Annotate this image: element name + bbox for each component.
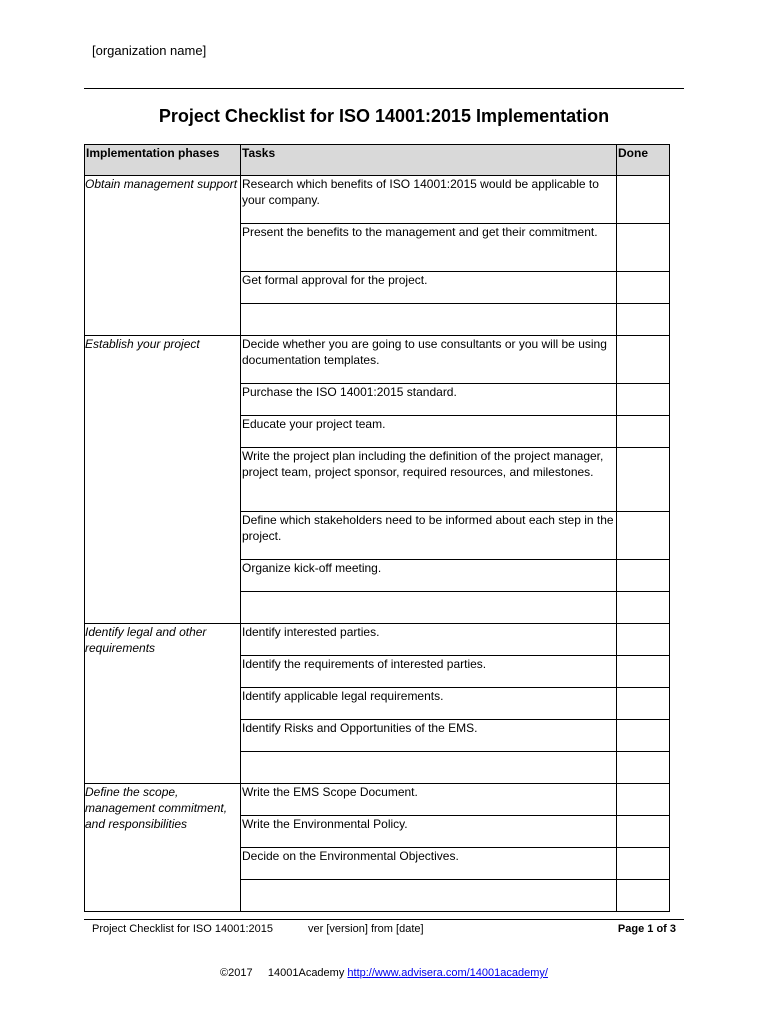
- footer-doc-title: Project Checklist for ISO 14001:2015: [92, 923, 273, 935]
- footer-version: ver [version] from [date]: [308, 923, 424, 935]
- done-checkbox-cell[interactable]: [617, 784, 670, 816]
- done-checkbox-cell[interactable]: [617, 304, 670, 336]
- phase-cell: Establish your project: [85, 336, 241, 624]
- done-checkbox-cell[interactable]: [617, 816, 670, 848]
- task-cell: [241, 752, 617, 784]
- task-cell: Educate your project team.: [241, 416, 617, 448]
- task-cell: Identify the requirements of interested parties.: [241, 656, 617, 688]
- organization-name: [organization name]: [92, 43, 207, 58]
- task-cell: Decide whether you are going to use consultants or you will be using documentation templates.: [241, 336, 617, 384]
- table-row: [85, 784, 670, 816]
- header-tasks: Tasks: [241, 145, 617, 176]
- copyright-line: [0, 967, 768, 979]
- footer-divider: [84, 919, 684, 920]
- task-cell: Get formal approval for the project.: [241, 272, 617, 304]
- header-done: Done: [617, 145, 670, 176]
- done-checkbox-cell[interactable]: [617, 688, 670, 720]
- task-cell: Research which benefits of ISO 14001:2015 would be applicable to your company.: [241, 176, 617, 224]
- done-checkbox-cell[interactable]: [617, 272, 670, 304]
- footer-page-number: Page 1 of 3: [617, 923, 676, 935]
- task-cell: [241, 304, 617, 336]
- task-cell: Present the benefits to the management and get their commitment.: [241, 224, 617, 272]
- table-row: [85, 176, 670, 224]
- done-checkbox-cell[interactable]: [617, 624, 670, 656]
- task-cell: Organize kick-off meeting.: [241, 560, 617, 592]
- done-checkbox-cell[interactable]: [617, 176, 670, 224]
- task-cell: Write the EMS Scope Document.: [241, 784, 617, 816]
- done-checkbox-cell[interactable]: [617, 752, 670, 784]
- task-cell: Identify applicable legal requirements.: [241, 688, 617, 720]
- done-checkbox-cell[interactable]: [617, 560, 670, 592]
- copyright-year: ©2017: [220, 967, 253, 979]
- task-cell: Decide on the Environmental Objectives.: [241, 848, 617, 880]
- done-checkbox-cell[interactable]: [617, 880, 670, 912]
- task-cell: [241, 592, 617, 624]
- phase-cell: Identify legal and other requirements: [85, 624, 241, 784]
- done-checkbox-cell[interactable]: [617, 848, 670, 880]
- task-cell: Identify Risks and Opportunities of the EMS.: [241, 720, 617, 752]
- task-cell: [241, 880, 617, 912]
- done-checkbox-cell[interactable]: [617, 336, 670, 384]
- phase-cell: Define the scope, management commitment, and responsibilities: [85, 784, 241, 912]
- task-cell: Identify interested parties.: [241, 624, 617, 656]
- done-checkbox-cell[interactable]: [617, 592, 670, 624]
- table-row: [85, 624, 670, 656]
- header-divider: [84, 88, 684, 89]
- advisera-link[interactable]: http://www.advisera.com/14001academy/: [347, 967, 548, 979]
- done-checkbox-cell[interactable]: [617, 224, 670, 272]
- checklist-table: [84, 144, 670, 912]
- done-checkbox-cell[interactable]: [617, 656, 670, 688]
- page-title: Project Checklist for ISO 14001:2015 Implementation: [158, 106, 610, 126]
- done-checkbox-cell[interactable]: [617, 384, 670, 416]
- phase-cell: Obtain management support: [85, 176, 241, 336]
- task-cell: Purchase the ISO 14001:2015 standard.: [241, 384, 617, 416]
- task-cell: Define which stakeholders need to be informed about each step in the project.: [241, 512, 617, 560]
- task-cell: Write the Environmental Policy.: [241, 816, 617, 848]
- done-checkbox-cell[interactable]: [617, 416, 670, 448]
- done-checkbox-cell[interactable]: [617, 512, 670, 560]
- task-cell: Write the project plan including the definition of the project manager, project team, project sponsor, required resources, and milestones.: [241, 448, 617, 512]
- company-name: 14001Academy: [267, 967, 345, 979]
- table-header-row: [85, 145, 670, 176]
- done-checkbox-cell[interactable]: [617, 448, 670, 512]
- header-implementation-phases: Implementation phases: [85, 145, 241, 176]
- table-row: [85, 336, 670, 384]
- done-checkbox-cell[interactable]: [617, 720, 670, 752]
